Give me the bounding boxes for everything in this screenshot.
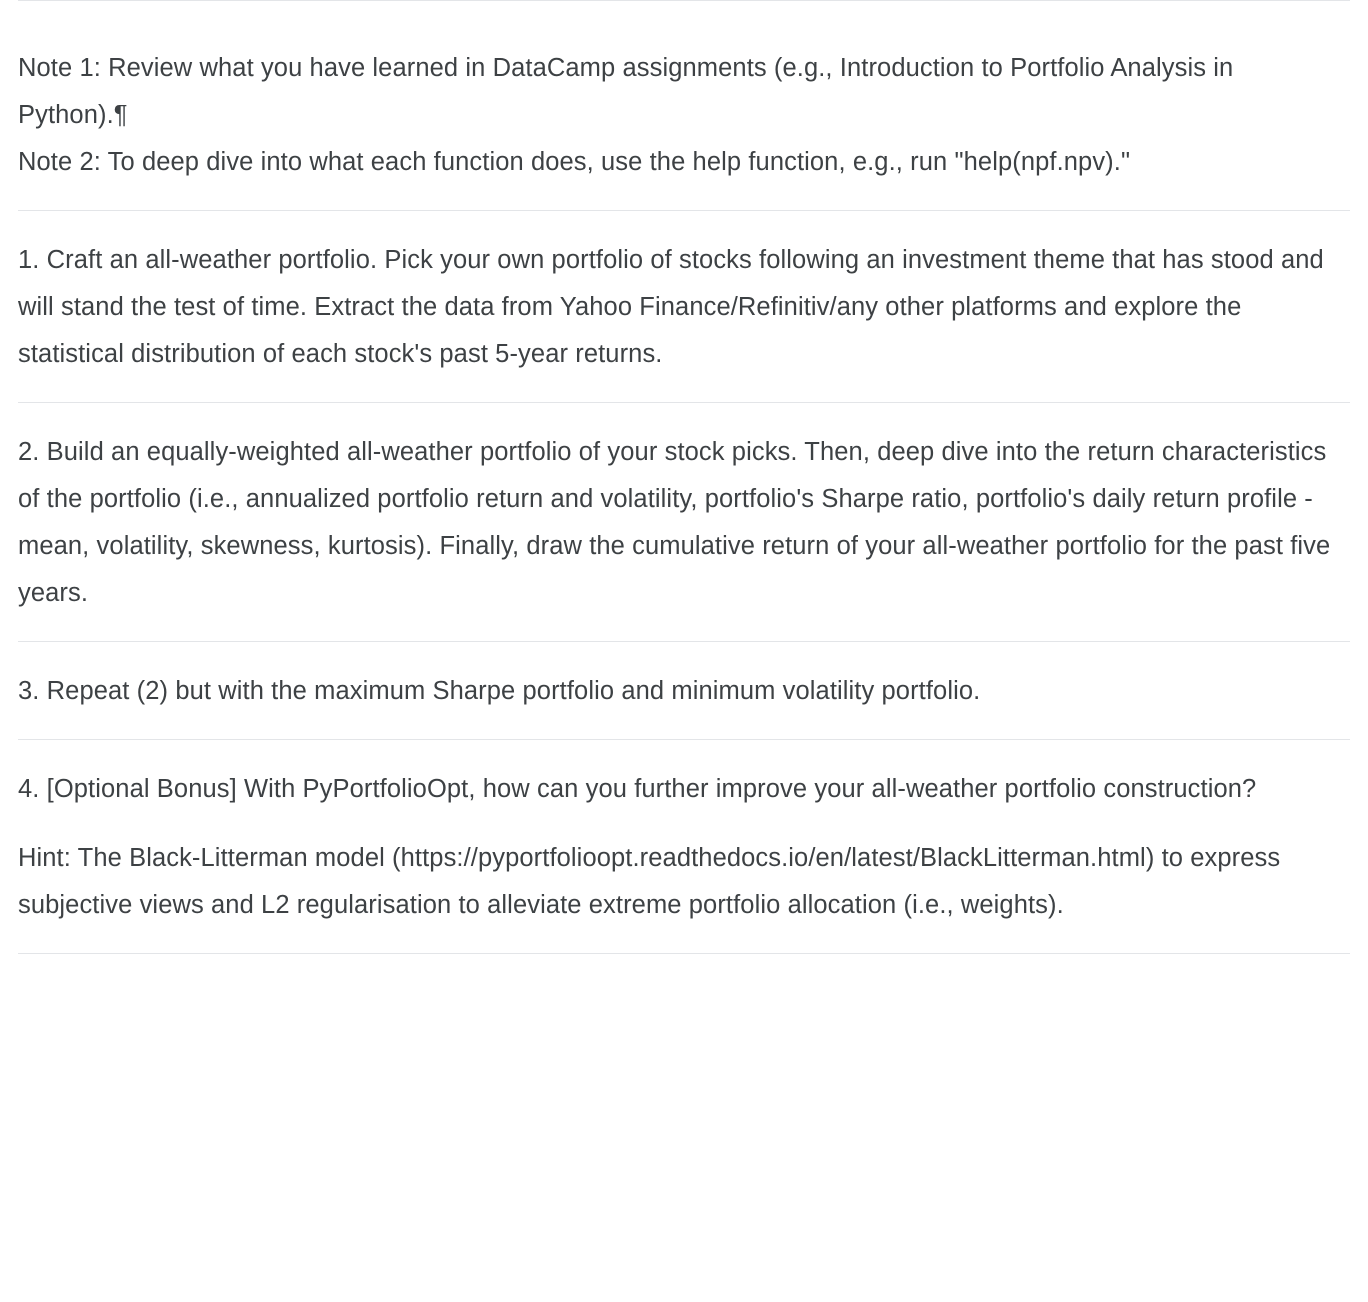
task-3-paragraph: 3. Repeat (2) but with the maximum Sharpe portfolio and minimum volatility portfolio.: [18, 677, 981, 705]
task-3-section: [18, 642, 1350, 739]
notes-section: [18, 1, 1350, 210]
task-1-section: [18, 211, 1350, 402]
task-2-paragraph: 2. Build an equally-weighted all-weather portfolio of your stock picks. Then, deep dive into the return characteristics of the portfolio (i.e., annualized portfolio return and volatility, portfolio's Sharpe ratio, portfolio's daily return profile - mean, volatility, skewness, kurtosis). Finally, draw the cumulative return of your all-weather portfolio for the past five years.: [18, 438, 1331, 607]
task-4-paragraph: 4. [Optional Bonus] With PyPortfolioOpt, how can you further improve your all-weather portfolio construction?: [18, 775, 1257, 803]
task-4-hint-paragraph: Hint: The Black-Litterman model (https://pyportfolioopt.readthedocs.io/en/latest/BlackLitterman.html) to express subjective views and L2 regularisation to alleviate extreme portfolio allocation (i.e., weights).: [18, 844, 1281, 919]
task-4-section: [18, 740, 1350, 953]
task-2-section: [18, 403, 1350, 641]
task-1-paragraph: 1. Craft an all-weather portfolio. Pick your own portfolio of stocks following an investment theme that has stood and will stand the test of time. Extract the data from Yahoo Finance/Refinitiv/any other platforms and explore the statistical distribution of each stock's past 5-year returns.: [18, 246, 1324, 368]
divider-bottom: [18, 953, 1350, 954]
note-1-paragraph: Note 1: Review what you have learned in DataCamp assignments (e.g., Introduction to Portfolio Analysis in Python).¶: [18, 54, 1234, 129]
note-2-paragraph: Note 2: To deep dive into what each function does, use the help function, e.g., run "help(npf.npv).": [18, 148, 1131, 176]
